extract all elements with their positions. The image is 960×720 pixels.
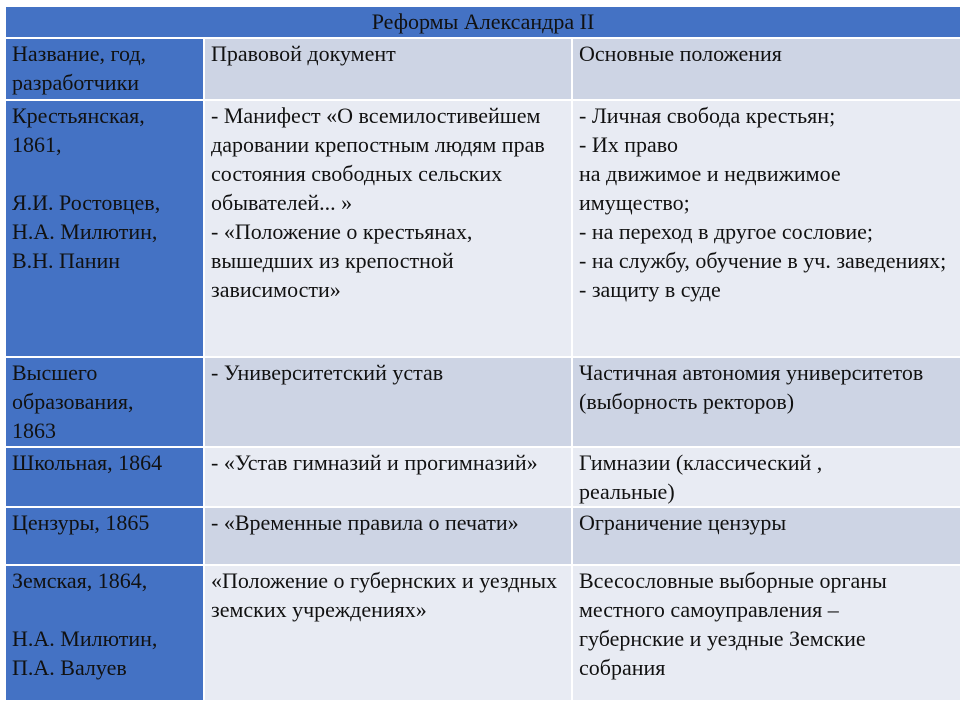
reform-name-cell: Крестьянская, 1861, Я.И. Ростовцев, Н.А. Милютин, В.Н. Панин <box>5 100 204 357</box>
provisions-cell: Всесословные выборные органы местного самоуправления – губернские и уездные Земские собрания <box>572 565 960 701</box>
header-row <box>5 38 960 100</box>
provisions-cell: Частичная автономия университетов (выборность ректоров) <box>572 357 960 447</box>
header-provisions: Основные положения <box>572 38 960 100</box>
provisions-cell: Гимназии (классический , реальные) <box>572 447 960 507</box>
table-title-row <box>5 6 960 38</box>
document-cell: «Положение о губернских и уездных земских учреждениях» <box>204 565 572 701</box>
document-cell: - Манифест «О всемилостивейшем даровании крепостным людям прав состояния свободных сельских обывателей... » - «Положение о крестьянах, вышедших из крепостной зависимости» <box>204 100 572 357</box>
table-title: Реформы Александра II <box>5 6 960 38</box>
reform-name-cell: Цензуры, 1865 <box>5 507 204 565</box>
document-cell: - «Устав гимназий и прогимназий» <box>204 447 572 507</box>
document-cell: - «Временные правила о печати» <box>204 507 572 565</box>
reform-name-cell: Школьная, 1864 <box>5 447 204 507</box>
header-name: Название, год, разработчики <box>5 38 204 100</box>
header-document: Правовой документ <box>204 38 572 100</box>
provisions-cell: Ограничение цензуры <box>572 507 960 565</box>
reform-name-cell: Земская, 1864, Н.А. Милютин, П.А. Валуев <box>5 565 204 701</box>
table-row <box>5 357 960 447</box>
reform-name-cell: Высшего образования, 1863 <box>5 357 204 447</box>
table-row <box>5 100 960 357</box>
reforms-table <box>4 5 960 702</box>
table-row <box>5 447 960 507</box>
document-cell: - Университетский устав <box>204 357 572 447</box>
table-row <box>5 507 960 565</box>
table-row <box>5 565 960 701</box>
provisions-cell: - Личная свобода крестьян; - Их право на движимое и недвижимое имущество; - на переход в другое сословие; - на службу, обучение в уч. заведениях; - защиту в суде <box>572 100 960 357</box>
